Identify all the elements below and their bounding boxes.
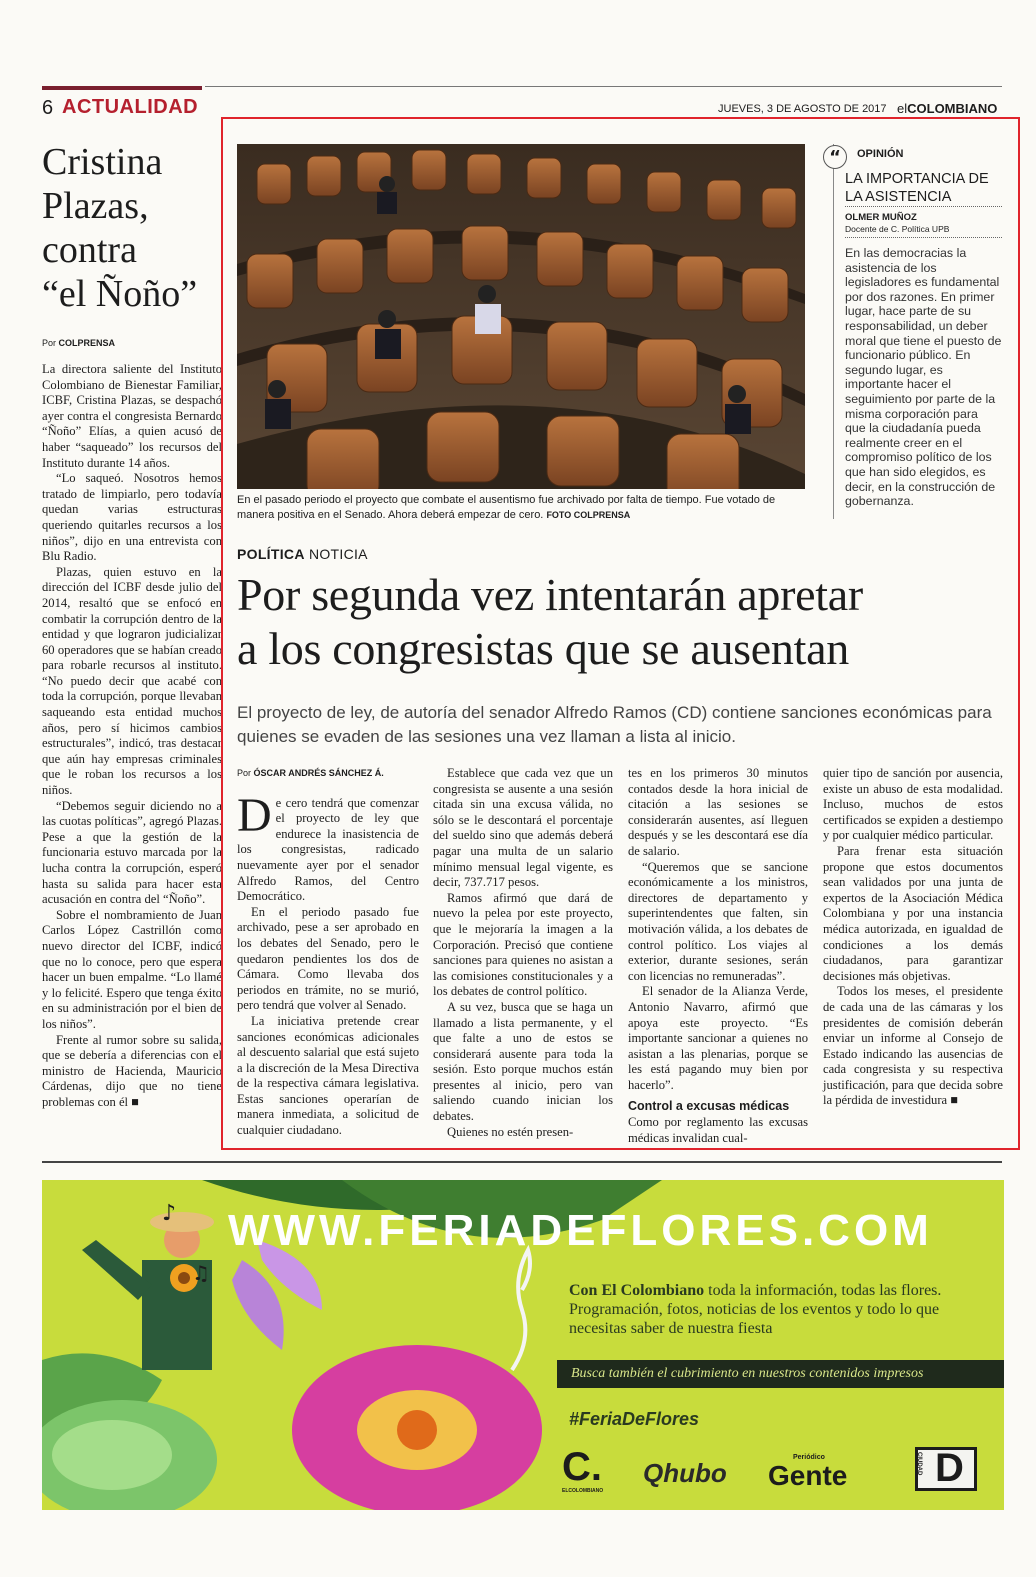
gente-logo: Gente	[768, 1460, 848, 1491]
side-story-byline: Por COLPRENSA	[42, 338, 116, 348]
article-column-3: tes en los primeros 30 minutos contados desde la hora inicial de citación a las sesiones se considerarán ausentes, así lleguen después y se les descontará ese día de salario. “Queremos que se sancione económicamente a los ministros, directores de departamento y superintendentes que falten, sin motivación válida, a los debates de control político. Los viajes al exterior, durante sesiones, serán con licencias no remuneradas”. El senador de la Alianza Verde, Antonio Navarro, afirmó que apoya este proyecto. “Es importante sancionar a quienes no asistan a las plenarias, porque se les está pagando muy bien por hacerlo”. Control a excusas médicas Como por reglamento las excusas médicas invalidan cual-	[628, 766, 808, 1145]
section-name: ACTUALIDAD	[62, 96, 199, 118]
article-headline: Por segunda vez intentarán apretar a los congresistas que se ausentan	[237, 569, 863, 674]
svg-text:♫: ♫	[192, 1261, 210, 1285]
section-bar	[42, 86, 202, 90]
photo-caption: En el pasado periodo el proyecto que combate el ausentismo fue archivado por falta de tiempo. Fue votado de manera positiva en el Senado. Ahora deberá empezar de cero. FOTO COLPRENSA	[237, 494, 776, 521]
side-story-title: Cristina Plazas, contra “el Ñoño”	[42, 141, 198, 315]
ciudad-d-logo: D	[935, 1446, 964, 1490]
gente-logo-small: Periódico	[793, 1454, 825, 1461]
ad-rule	[42, 1161, 1002, 1163]
svg-text:♪: ♪	[162, 1201, 177, 1226]
article-byline: Por ÓSCAR ANDRÉS SÁNCHEZ Á.	[237, 768, 384, 778]
opinion-body: En las democracias la asistencia de los legisladores es fundamental por dos razones. En primer lugar, hace parte de su responsabilidad, un deber moral que tiene el puesto de funcionario público. En segundo lugar, es importante hacer el seguimiento por parte de la misma corporación para que la ciudadanía pueda realmente creer en el compromiso político de los que han sido elegidos, es decir, en la construcción de gobernanza.	[845, 246, 1002, 509]
article-subhead: Control a excusas médicas	[628, 1099, 790, 1114]
article-column-4: quier tipo de sanción por ausencia, existe un abuso de esta modalidad. Incluso, muchos de estos certificados se expiden a destiempo y por cualquier médico particular. Para frenar esta situación propone que estos documentos sean validados por una junta de expertos de la Asociación Médica Colombiana y por una instancia médica autorizada, en igualdad de condiciones a los demás ciudadanos, para garantizar decisiones más objetivas. Todos los meses, el presidente de cada una de las cámaras y los presidentes de comisión deberán enviar un informe al Consejo de Estado indicando las ausencias de cada congresista y su respectiva justificación, para que decida sobre la pérdida de investidura ■	[823, 766, 1003, 1108]
page-number: 6	[42, 97, 54, 119]
issue-date: JUEVES, 3 DE AGOSTO DE 2017	[718, 103, 887, 115]
opinion-divider	[833, 144, 834, 519]
side-story-body: La directora saliente del Instituto Colombiano de Bienestar Familiar, ICBF, Cristina Plazas, se despachó ayer contra el congresista Bernardo “Ñoño” Elías, a quien acusó de haber “saqueado” los recursos del Instituto durante 14 años. “Lo saqueó. Nosotros hemos tratado de limpiarlo, pero todavía quedan varias estructuras queriendo quitarles recursos a los niños”, dijo en una entrevista con Blu Radio. Plazas, quien estuvo en la dirección del ICBF desde julio del 2014, resaltó que se enfocó en combatir la corrupción dentro de la entidad y que lograron judicializar 60 operadores que se habían creado para robarle recursos al instituto. “No puedo decir que acabé con toda la corrupción, porque llevaban saqueando esta entidad muchos años, pero sí hicimos cambios estructurales”, indicó, tras destacar que aún hay empresas criminales que le roban los recursos a los niños. “Debemos seguir diciendo no a las cuotas políticas”, agregó Plazas. Pese a que la gestión de la funcionaria estuvo marcada por la lucha contra la corrupción, esperó hasta su salida para hacer esta acusación en contra del “Ñoño”. Sobre el nombramiento de Juan Carlos López Castrillón como nuevo director del ICBF, indicó que no lo conoce, pero que espera hacer un buen empalme. “Lo llamé y lo felicité. Espero que tenga éxito en su administración por el bien de los niños”. Frente al rumor sobre su salida, que se debería a diferencias con el ministro de Hacienda, Mauricio Cárdenas, dijo que no tiene problemas con él ■	[42, 362, 222, 1109]
opinion-label: OPINIÓN	[857, 148, 904, 160]
opinion-title: LA IMPORTANCIA DE LA ASISTENCIA	[845, 171, 989, 205]
opinion-author-role: Docente de C. Política UPB	[845, 224, 950, 234]
el-colombiano-logo-sub: ELCOLOMBIANO	[562, 1488, 604, 1494]
el-colombiano-logo: C.	[562, 1445, 602, 1489]
ad-url[interactable]: WWW.FERIADEFLORES.COM	[228, 1206, 933, 1255]
ad-hashtag: #FeriaDeFlores	[569, 1409, 700, 1429]
ciudad-d-logo-side: CIUDAD	[916, 1452, 922, 1476]
article-column-2: Establece que cada vez que un congresista se ausente a una sesión citada sin una excusa válida, no sólo se le descontará el porcentaje del sueldo sino que además deberá pagar una multa de un salario mínimo mensual legal vigente, es decir, 737.717 pesos. Ramos afirmó que dará de nuevo la pelea por este proyecto, que le mejoraría la imagen a la Corporación. Precisó que contiene sanciones para quienes no asistan a las comisiones constitucionales y a los debates de control político. A su vez, busca que se haga un llamado a lista permanente, y el que falte a uno de estos se considerará ausente para toda la sesión. Esto porque muchos están presentes al inicio, pero van saliendo cuando inician los debates. Quienes no estén presen-	[433, 766, 613, 1139]
opinion-author: OLMER MUÑOZ	[845, 212, 917, 223]
ad-band-text: Busca también el cubrimiento en nuestros contenidos impresos	[571, 1366, 924, 1381]
article-lead: El proyecto de ley, de autoría del senador Alfredo Ramos (CD) contiene sanciones económicas para quienes se evaden de las sesiones una vez llaman a lista al inicio.	[237, 703, 992, 746]
header-rule	[205, 86, 1002, 87]
opinion-divider-dotted	[845, 237, 1002, 238]
qhubo-logo: Qhubo	[643, 1458, 727, 1488]
senate-chamber-photo	[237, 144, 805, 489]
newspaper-brand: elCOLOMBIANO	[897, 101, 998, 116]
quote-icon: “	[823, 145, 847, 169]
article-kicker: POLÍTICA NOTICIA	[237, 546, 368, 562]
drop-cap: D	[237, 788, 272, 842]
ad-description: Con El Colombiano toda la información, todas las flores. Programación, fotos, noticias de los eventos y todo lo que necesitas saber de nuestra fiesta	[569, 1282, 942, 1337]
article-column-1: Por ÓSCAR ANDRÉS SÁNCHEZ Á. De cero tendrá que comenzar el proyecto de ley que endurece la inasistencia de los congresistas, radicado nuevamente ayer por el senador Alfredo Ramos, del Centro Democrático. En el periodo pasado fue archivado, pese a ser aprobado en los debates del Senado, pero le quedaron pendientes los dos de Cámara. Como llevaba dos periodos en trámite, no se murió, pero tendrá que volver al Senado. La iniciativa pretende crear sanciones económicas adicionales al descuento salarial que está sujeto a la discreción de la Mesa Directiva de la respectiva cámara legislativa. Estas sanciones operarían de manera inmediata, a solicitud de cualquier ciudadano.	[237, 768, 419, 1138]
opinion-divider-dotted	[845, 206, 1002, 207]
